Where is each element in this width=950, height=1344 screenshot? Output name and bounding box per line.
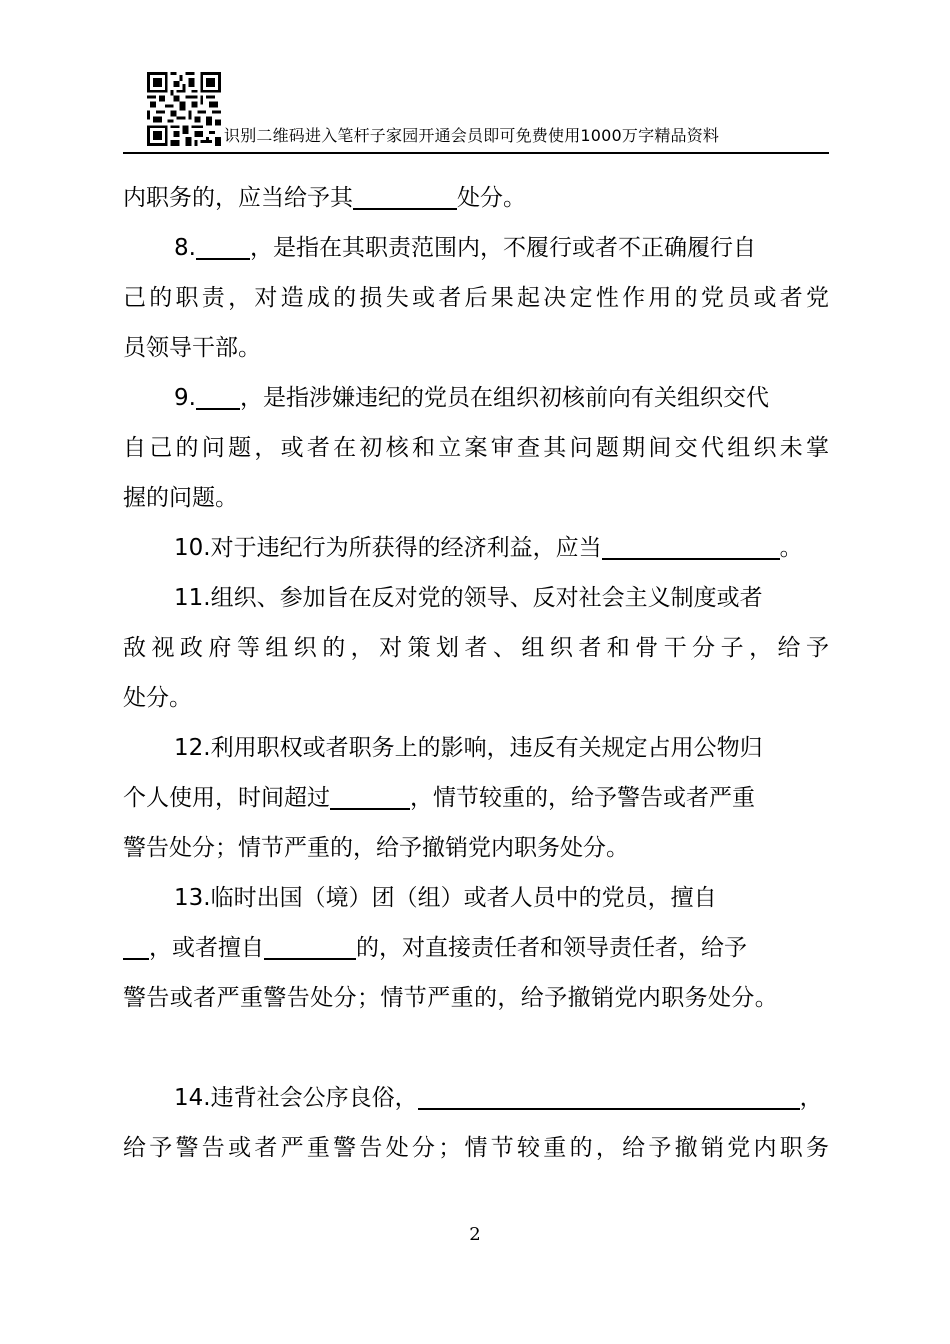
question-10 <box>174 528 803 568</box>
text-segment: ， <box>799 1085 823 1111</box>
question-12-line-2 <box>123 778 755 818</box>
question-13-line-2 <box>123 928 747 968</box>
question-11-line-1: 11.组织、参加旨在反对党的领导、反对社会主义制度或者 <box>174 585 763 611</box>
qr-code-icon <box>147 72 221 146</box>
question-9-line-3: 握的问题。 <box>123 485 238 511</box>
answer-blank <box>196 232 250 260</box>
text-segment: 10.对于违纪行为所获得的经济利益，应当 <box>174 535 602 561</box>
question-8-line-2: 己的职责，对造成的损失或者后果起决定性作用的党员或者党 <box>123 285 829 311</box>
question-14-line-2: 给予警告或者严重警告处分；情节较重的，给予撤销党内职务 <box>123 1135 829 1161</box>
header-banner-text: 识别二维码进入笔杆子家园开通会员即可免费使用1000万字精品资料 <box>224 126 720 145</box>
page-number: 2 <box>469 1224 481 1245</box>
text-segment: ，是指涉嫌违纪的党员在组织初核前向有关组织交代 <box>239 385 769 411</box>
answer-blank <box>196 382 240 410</box>
question-7-tail <box>123 178 526 218</box>
text-segment: 的，对直接责任者和领导责任者，给予 <box>356 935 747 961</box>
question-8-line-3: 员领导干部。 <box>123 335 261 361</box>
question-12-line-1: 12.利用职权或者职务上的影响，违反有关规定占用公物归 <box>174 735 763 761</box>
question-number: 8. <box>174 235 196 261</box>
question-12-line-3: 警告处分；情节严重的，给予撤销党内职务处分。 <box>123 835 629 861</box>
answer-blank <box>602 532 780 560</box>
text-segment: ，情节较重的，给予警告或者严重 <box>410 785 755 811</box>
question-number: 9. <box>174 385 196 411</box>
text-segment: 内职务的，应当给予其 <box>123 185 353 211</box>
answer-blank <box>123 932 149 960</box>
page-header <box>123 66 829 154</box>
question-14-line-1 <box>174 1078 823 1118</box>
question-9-line-2: 自己的问题，或者在初核和立案审查其问题期间交代组织未掌 <box>123 435 829 461</box>
question-8-line-1 <box>174 228 756 268</box>
text-segment: ，或者擅自 <box>149 935 264 961</box>
question-13-line-1: 13.临时出国（境）团（组）或者人员中的党员，擅自 <box>174 885 717 911</box>
question-11-line-3: 处分。 <box>123 685 192 711</box>
question-9-line-1 <box>174 378 769 418</box>
text-segment: 个人使用，时间超过 <box>123 785 330 811</box>
answer-blank <box>264 932 356 960</box>
answer-blank <box>330 782 410 810</box>
text-segment: 处分。 <box>457 185 526 211</box>
text-segment: 。 <box>779 535 803 561</box>
text-segment: 14.违背社会公序良俗， <box>174 1085 418 1111</box>
answer-blank <box>353 182 457 210</box>
header-divider <box>123 152 829 154</box>
question-11-line-2: 敌视政府等组织的，对策划者、组织者和骨干分子，给予 <box>123 635 829 661</box>
text-segment: ，是指在其职责范围内，不履行或者不正确履行自 <box>249 235 756 261</box>
question-13-line-3: 警告或者严重警告处分；情节严重的，给予撤销党内职务处分。 <box>123 985 779 1011</box>
answer-blank <box>418 1082 800 1110</box>
